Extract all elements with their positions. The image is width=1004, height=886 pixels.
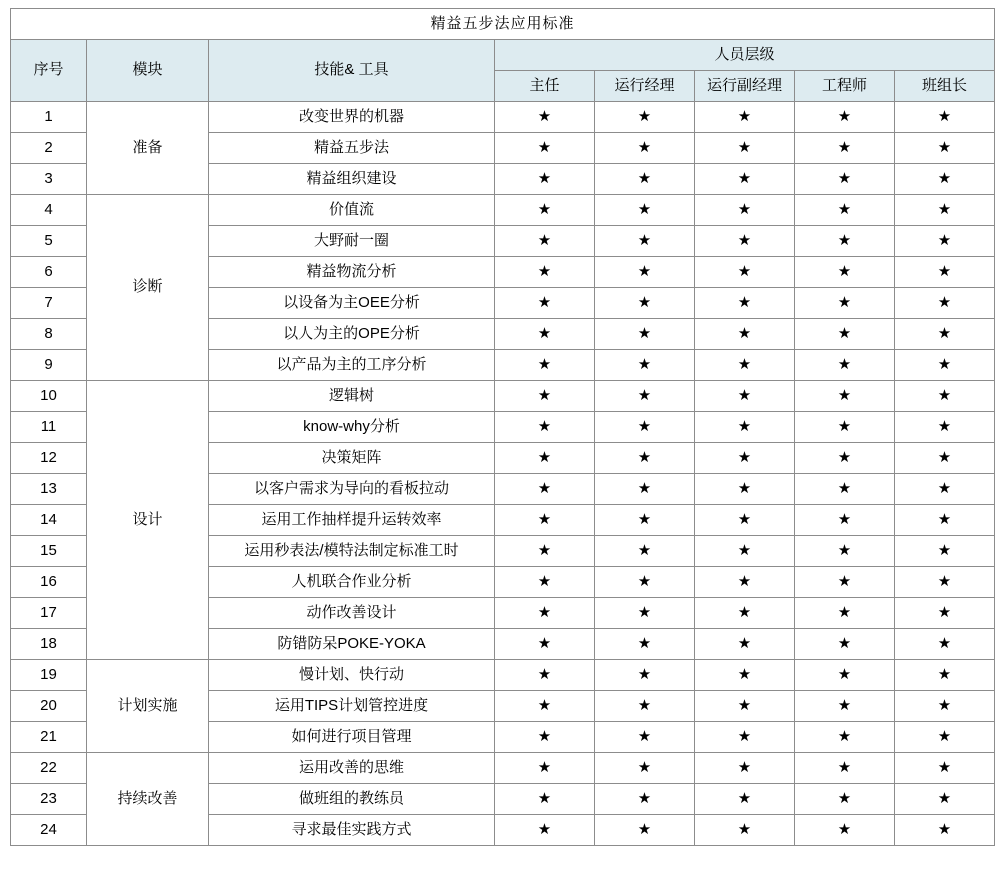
level-mark: ★ [795,133,895,164]
row-skill: 逻辑树 [209,381,495,412]
module-cell: 持续改善 [87,753,209,846]
level-mark: ★ [795,102,895,133]
row-skill: 防错防呆POKE-YOKA [209,629,495,660]
level-mark: ★ [795,691,895,722]
level-mark: ★ [695,102,795,133]
level-mark: ★ [795,257,895,288]
level-mark: ★ [895,567,995,598]
page-title: 精益五步法应用标准 [11,9,995,40]
row-skill: 运用改善的思维 [209,753,495,784]
level-mark: ★ [495,567,595,598]
row-no: 14 [11,505,87,536]
level-mark: ★ [895,753,995,784]
column-header-no: 序号 [11,40,87,102]
column-header-level-3: 工程师 [795,71,895,102]
table-row [11,753,995,784]
level-mark: ★ [495,102,595,133]
level-mark: ★ [895,536,995,567]
module-cell: 计划实施 [87,660,209,753]
row-no: 11 [11,412,87,443]
level-mark: ★ [795,722,895,753]
level-mark: ★ [895,102,995,133]
level-mark: ★ [895,195,995,226]
level-mark: ★ [895,629,995,660]
table-row [11,195,995,226]
level-mark: ★ [795,474,895,505]
level-mark: ★ [895,381,995,412]
row-skill: 以设备为主OEE分析 [209,288,495,319]
level-mark: ★ [695,629,795,660]
row-skill: 动作改善设计 [209,598,495,629]
level-mark: ★ [495,660,595,691]
level-mark: ★ [795,195,895,226]
row-skill: 改变世界的机器 [209,102,495,133]
level-mark: ★ [495,195,595,226]
level-mark: ★ [595,133,695,164]
level-mark: ★ [695,784,795,815]
level-mark: ★ [595,505,695,536]
row-no: 23 [11,784,87,815]
row-no: 7 [11,288,87,319]
level-mark: ★ [595,350,695,381]
level-mark: ★ [895,443,995,474]
column-header-group: 人员层级 [495,40,995,71]
level-mark: ★ [695,195,795,226]
level-mark: ★ [895,288,995,319]
level-mark: ★ [495,133,595,164]
level-mark: ★ [595,102,695,133]
level-mark: ★ [495,443,595,474]
row-no: 16 [11,567,87,598]
level-mark: ★ [795,164,895,195]
level-mark: ★ [495,164,595,195]
header-row-primary [11,40,995,71]
level-mark: ★ [495,288,595,319]
level-mark: ★ [495,505,595,536]
level-mark: ★ [695,753,795,784]
lean-standard-table [10,8,995,846]
level-mark: ★ [895,784,995,815]
level-mark: ★ [695,691,795,722]
level-mark: ★ [695,660,795,691]
level-mark: ★ [495,629,595,660]
column-header-module: 模块 [87,40,209,102]
level-mark: ★ [595,319,695,350]
level-mark: ★ [795,350,895,381]
level-mark: ★ [695,536,795,567]
level-mark: ★ [495,474,595,505]
table-row [11,660,995,691]
level-mark: ★ [595,815,695,846]
level-mark: ★ [695,226,795,257]
level-mark: ★ [795,753,895,784]
row-skill: 决策矩阵 [209,443,495,474]
level-mark: ★ [495,412,595,443]
level-mark: ★ [595,412,695,443]
title-row [11,9,995,40]
level-mark: ★ [495,815,595,846]
level-mark: ★ [595,691,695,722]
module-cell: 诊断 [87,195,209,381]
level-mark: ★ [595,474,695,505]
level-mark: ★ [595,629,695,660]
row-skill: 慢计划、快行动 [209,660,495,691]
level-mark: ★ [795,381,895,412]
level-mark: ★ [495,536,595,567]
level-mark: ★ [595,195,695,226]
row-no: 8 [11,319,87,350]
level-mark: ★ [795,536,895,567]
row-no: 21 [11,722,87,753]
level-mark: ★ [795,505,895,536]
level-mark: ★ [595,443,695,474]
row-no: 2 [11,133,87,164]
table-body [11,9,995,846]
level-mark: ★ [895,505,995,536]
level-mark: ★ [695,474,795,505]
level-mark: ★ [595,567,695,598]
level-mark: ★ [795,598,895,629]
row-skill: know-why分析 [209,412,495,443]
level-mark: ★ [895,598,995,629]
level-mark: ★ [795,784,895,815]
row-skill: 精益组织建设 [209,164,495,195]
row-skill: 人机联合作业分析 [209,567,495,598]
row-skill: 寻求最佳实践方式 [209,815,495,846]
level-mark: ★ [695,164,795,195]
level-mark: ★ [695,133,795,164]
row-skill: 如何进行项目管理 [209,722,495,753]
level-mark: ★ [895,660,995,691]
row-skill: 运用秒表法/模特法制定标准工时 [209,536,495,567]
level-mark: ★ [795,660,895,691]
level-mark: ★ [495,598,595,629]
level-mark: ★ [795,629,895,660]
level-mark: ★ [795,226,895,257]
level-mark: ★ [495,319,595,350]
level-mark: ★ [895,412,995,443]
row-no: 24 [11,815,87,846]
level-mark: ★ [495,722,595,753]
column-header-level-4: 班组长 [895,71,995,102]
level-mark: ★ [695,257,795,288]
level-mark: ★ [895,691,995,722]
level-mark: ★ [795,319,895,350]
table-row [11,102,995,133]
column-header-level-2: 运行副经理 [695,71,795,102]
level-mark: ★ [595,226,695,257]
level-mark: ★ [895,226,995,257]
row-no: 12 [11,443,87,474]
row-no: 19 [11,660,87,691]
level-mark: ★ [495,350,595,381]
module-cell: 准备 [87,102,209,195]
row-skill: 以客户需求为导向的看板拉动 [209,474,495,505]
level-mark: ★ [595,164,695,195]
row-no: 1 [11,102,87,133]
row-skill: 以产品为主的工序分析 [209,350,495,381]
level-mark: ★ [595,381,695,412]
table-row [11,381,995,412]
level-mark: ★ [695,598,795,629]
level-mark: ★ [795,815,895,846]
level-mark: ★ [695,722,795,753]
level-mark: ★ [595,753,695,784]
level-mark: ★ [595,536,695,567]
column-header-level-1: 运行经理 [595,71,695,102]
level-mark: ★ [695,350,795,381]
level-mark: ★ [695,288,795,319]
row-skill: 做班组的教练员 [209,784,495,815]
column-header-skill: 技能& 工具 [209,40,495,102]
level-mark: ★ [895,319,995,350]
level-mark: ★ [495,753,595,784]
level-mark: ★ [595,722,695,753]
level-mark: ★ [695,381,795,412]
row-no: 6 [11,257,87,288]
level-mark: ★ [595,257,695,288]
level-mark: ★ [695,412,795,443]
row-no: 3 [11,164,87,195]
row-skill: 运用工作抽样提升运转效率 [209,505,495,536]
level-mark: ★ [695,567,795,598]
row-skill: 价值流 [209,195,495,226]
row-skill: 精益五步法 [209,133,495,164]
level-mark: ★ [795,412,895,443]
level-mark: ★ [895,133,995,164]
row-no: 4 [11,195,87,226]
column-header-level-0: 主任 [495,71,595,102]
module-cell: 设计 [87,381,209,660]
row-skill: 大野耐一圈 [209,226,495,257]
row-no: 22 [11,753,87,784]
row-skill: 以人为主的OPE分析 [209,319,495,350]
level-mark: ★ [495,257,595,288]
row-no: 17 [11,598,87,629]
level-mark: ★ [595,660,695,691]
level-mark: ★ [595,288,695,319]
row-no: 10 [11,381,87,412]
level-mark: ★ [895,815,995,846]
level-mark: ★ [595,598,695,629]
row-no: 18 [11,629,87,660]
level-mark: ★ [695,443,795,474]
level-mark: ★ [895,350,995,381]
row-no: 9 [11,350,87,381]
level-mark: ★ [695,815,795,846]
level-mark: ★ [495,784,595,815]
row-no: 5 [11,226,87,257]
level-mark: ★ [795,443,895,474]
row-no: 20 [11,691,87,722]
level-mark: ★ [895,474,995,505]
row-skill: 运用TIPS计划管控进度 [209,691,495,722]
level-mark: ★ [895,257,995,288]
level-mark: ★ [895,164,995,195]
level-mark: ★ [495,381,595,412]
level-mark: ★ [595,784,695,815]
level-mark: ★ [795,567,895,598]
row-no: 13 [11,474,87,505]
row-skill: 精益物流分析 [209,257,495,288]
level-mark: ★ [795,288,895,319]
row-no: 15 [11,536,87,567]
level-mark: ★ [495,226,595,257]
level-mark: ★ [695,319,795,350]
level-mark: ★ [495,691,595,722]
level-mark: ★ [895,722,995,753]
level-mark: ★ [695,505,795,536]
